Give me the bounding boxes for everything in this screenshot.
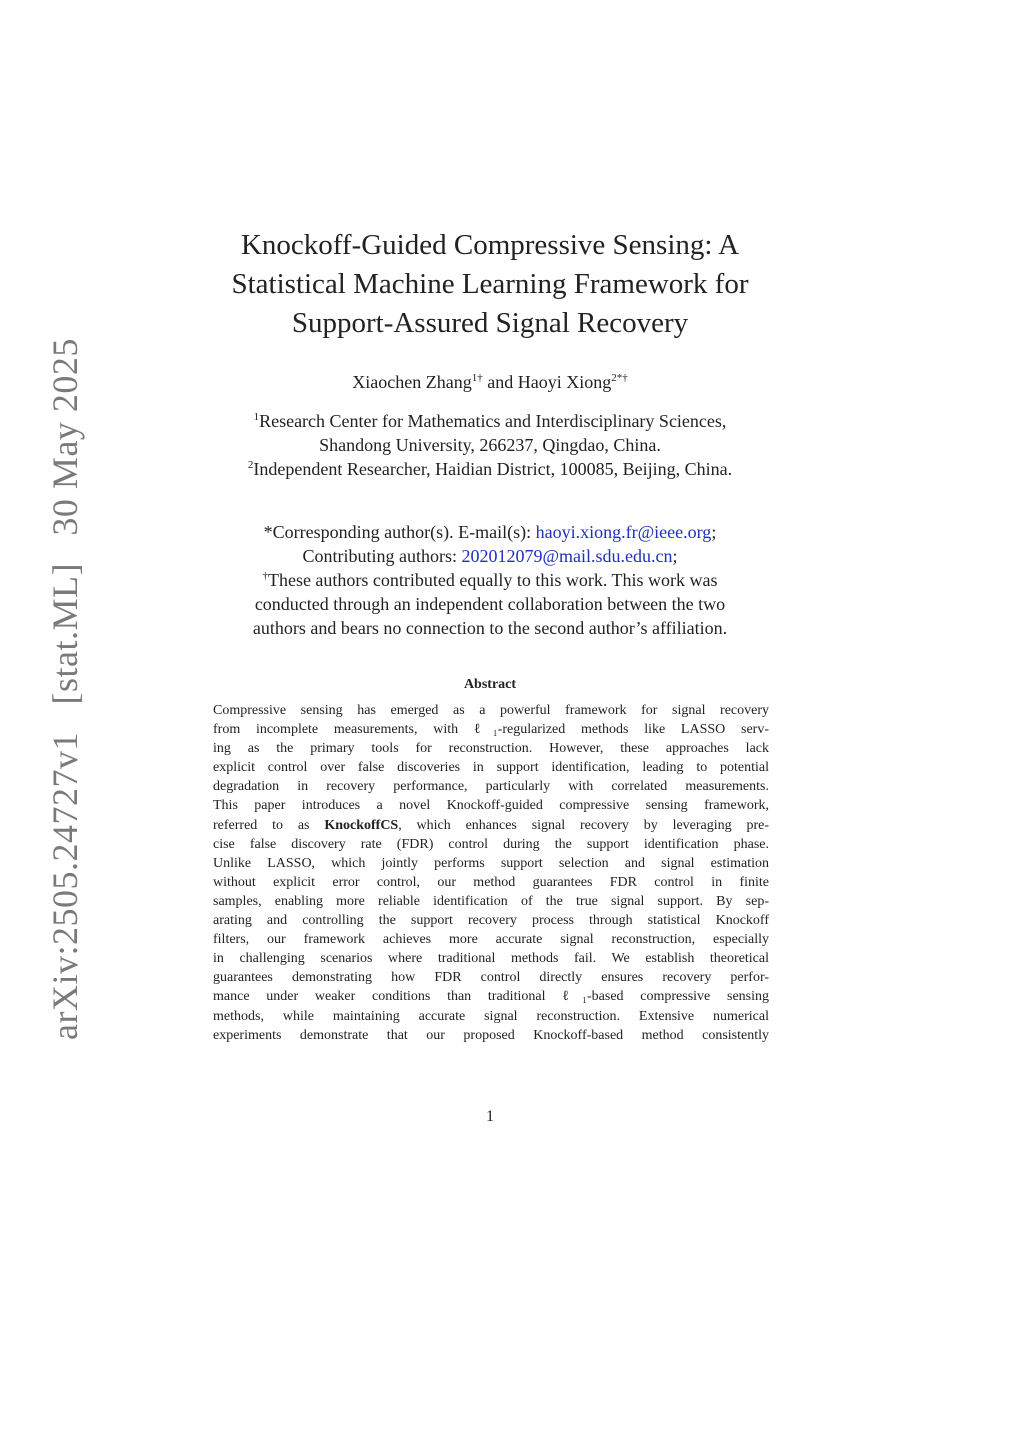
- abstract-line: degradation in recovery performance, particularly with correlated measurements.: [213, 779, 769, 795]
- affiliation-text: Research Center for Mathematics and Interdisciplinary Sciences,: [259, 411, 727, 431]
- author-name: Haoyi Xiong: [517, 372, 612, 392]
- arxiv-identifier-stamp: [44, 338, 86, 1040]
- abstract-line: This paper introduces a novel Knockoff-guided compressive sensing framework,: [213, 798, 769, 814]
- abstract-line: filters, our framework achieves more accurate signal reconstruction, especially: [213, 932, 769, 948]
- abstract-line: ing as the primary tools for reconstruction. However, these approaches lack: [213, 741, 769, 757]
- abstract-line: in challenging scenarios where traditional methods fail. We establish theoretical: [213, 951, 769, 967]
- arxiv-id: arXiv:2505.24727v1: [45, 732, 85, 1040]
- abstract-line: Unlike LASSO, which jointly performs support selection and signal estimation: [213, 855, 769, 871]
- abstract-line: arating and controlling the support recovery process through statistical Knockoff: [213, 913, 769, 929]
- abstract-line: from incomplete measurements, with ℓ₁-regularized methods like LASSO serv-: [213, 722, 769, 738]
- arxiv-category: [stat.ML]: [45, 563, 85, 705]
- page-number: 1: [486, 1108, 494, 1125]
- abstract-line: methods, while maintaining accurate signal reconstruction. Extensive numerical: [213, 1008, 769, 1024]
- abstract-line: referred to as KnockoffCS, which enhances signal recovery by leveraging pre-: [213, 817, 770, 833]
- abstract-line: guarantees demonstrating how FDR control directly ensures recovery perfor-: [213, 970, 769, 986]
- abstract-line: mance under weaker conditions than traditional ℓ₁-based compressive sensing: [213, 989, 769, 1005]
- author-conjunction: and: [482, 372, 518, 392]
- title-line-2: Statistical Machine Learning Framework for: [231, 268, 749, 300]
- abstract-line: experiments demonstrate that our proposed Knockoff-based method consistently: [213, 1027, 769, 1043]
- title-line-3: Support-Assured Signal Recovery: [291, 307, 689, 339]
- contributing-label: Contributing authors:: [302, 546, 462, 566]
- arxiv-date: 30 May 2025: [45, 338, 85, 536]
- corresponding-author-line: [190, 520, 790, 544]
- abstract-heading: Abstract: [463, 677, 517, 692]
- abstract-line: without explicit error control, our method guarantees FDR control in finite: [213, 874, 769, 890]
- abstract-body: [213, 701, 769, 1045]
- equal-contribution-text: These authors contributed equally to this work. This work was: [267, 570, 718, 590]
- equal-contribution-line-3: authors and bears no connection to the second author’s affiliation.: [252, 618, 728, 638]
- method-name: KnockoffCS: [324, 817, 399, 833]
- abstract-line: cise false discovery rate (FDR) control during the support identification phase.: [213, 836, 769, 852]
- contributing-email-link[interactable]: 202012079@mail.sdu.edu.cn: [461, 546, 673, 566]
- contributing-authors-line: [190, 544, 790, 568]
- punctuation: ;: [672, 546, 678, 566]
- affiliation-mark: 1: [253, 411, 260, 423]
- affiliations: [190, 409, 790, 481]
- affiliation-text: Independent Researcher, Haidian District, 100085, Beijing, China.: [253, 459, 733, 479]
- dagger-mark: †: [262, 570, 268, 582]
- equal-contribution-line-1: [190, 568, 790, 592]
- author-list: [190, 372, 790, 393]
- author-affiliation-mark: 2*†: [611, 372, 628, 384]
- punctuation: ;: [711, 522, 717, 542]
- author-affiliation-mark: 1†: [471, 372, 483, 384]
- author-name: Xiaochen Zhang: [352, 372, 472, 392]
- affiliation-1-continued: Shandong University, 266237, Qingdao, China.: [319, 435, 661, 455]
- abstract-line: samples, enabling more reliable identification of the true signal support. By sep-: [213, 893, 769, 909]
- equal-contribution-line-2: conducted through an independent collaboration between the two: [254, 594, 726, 614]
- abstract-line: explicit control over false discoveries in support identification, leading to potential: [213, 760, 769, 776]
- corresponding-email-link[interactable]: haoyi.xiong.fr@ieee.org: [535, 522, 712, 542]
- paper-title: [190, 226, 790, 343]
- corresponding-label: *Corresponding author(s). E-mail(s):: [263, 522, 536, 542]
- affiliation-2: [190, 457, 790, 481]
- affiliation-1: [190, 409, 790, 433]
- abstract-line: Compressive sensing has emerged as a powerful framework for signal recovery: [213, 703, 769, 718]
- author-notes: [190, 520, 790, 640]
- title-line-1: Knockoff-Guided Compressive Sensing: A: [240, 229, 740, 261]
- affiliation-mark: 2: [247, 459, 254, 471]
